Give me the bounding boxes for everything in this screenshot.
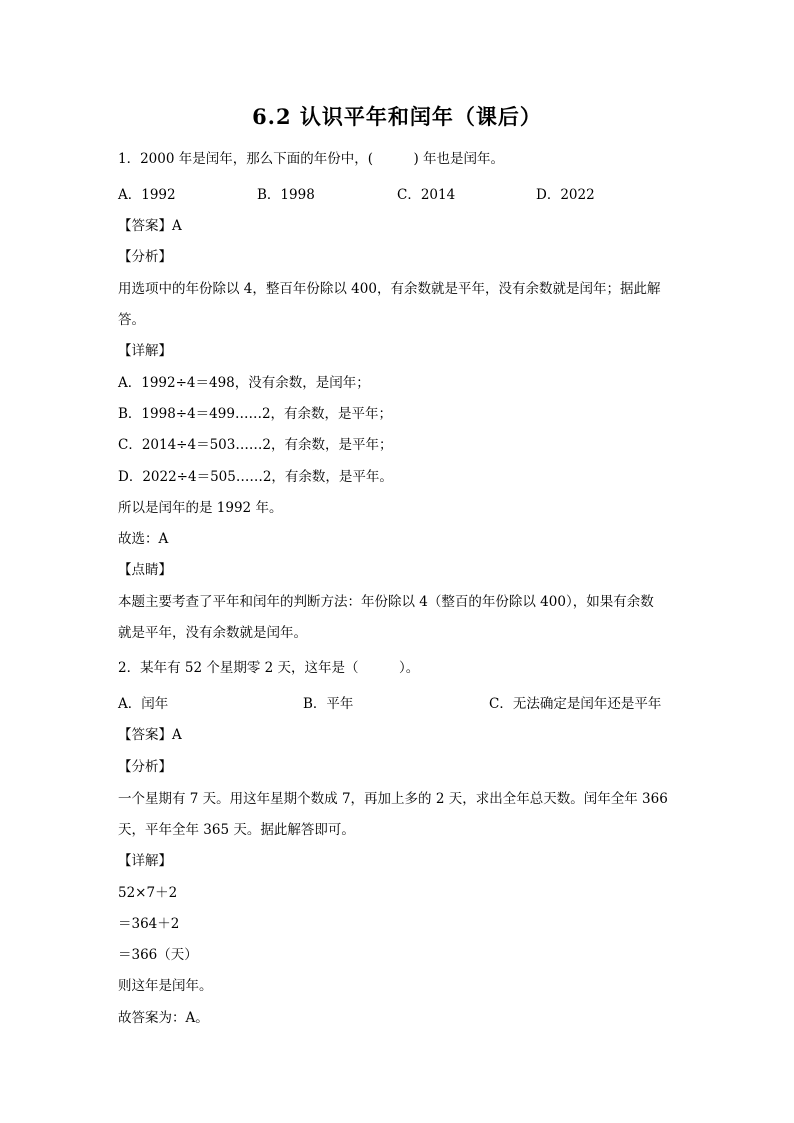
q1-analysis-line-1: 用选项中的年份除以 4，整百年份除以 400，有余数就是平年，没有余数就是闰年；据此解 [118, 281, 661, 297]
q2-question: 2．某年有 52 个星期零 2 天，这年是（ ）。 [118, 660, 420, 676]
q1-choice: 故选：A [118, 531, 169, 547]
q2-option-a: A．闰年 [118, 696, 169, 712]
q1-detail-d: D．2022÷4＝505……2，有余数，是平年。 [118, 469, 393, 485]
q2-option-b: B．平年 [303, 696, 354, 712]
q1-detail-b: B．1998÷4＝499……2，有余数，是平年； [118, 406, 393, 422]
q2-option-c: C．无法确定是闰年还是平年 [489, 696, 662, 712]
q1-analysis-label: 【分析】 [118, 249, 172, 265]
q1-analysis-line-2: 答。 [118, 312, 145, 328]
q1-option-c: C．2014 [397, 187, 456, 203]
q1-question: 1．2000 年是闰年，那么下面的年份中，( ) 年也是闰年。 [118, 151, 505, 167]
q1-option-b: B．1998 [257, 187, 315, 203]
q2-detail-label: 【详解】 [118, 853, 172, 869]
q1-detail-c: C．2014÷4＝503……2，有余数，是平年； [118, 437, 393, 453]
q2-final-answer: 故答案为：A。 [118, 1010, 209, 1026]
q1-detail-label: 【详解】 [118, 343, 172, 359]
document-title: 6.2 认识平年和闰年（课后） [252, 104, 542, 129]
q2-conclusion: 则这年是闰年。 [118, 978, 213, 994]
q2-answer: 【答案】A [118, 727, 182, 743]
q1-answer: 【答案】A [118, 218, 182, 234]
q1-comment-label: 【点睛】 [118, 562, 172, 578]
q1-option-a: A．1992 [118, 187, 176, 203]
q1-comment-line-2: 就是平年，没有余数就是闰年。 [118, 625, 307, 641]
q2-calc-line-2: ＝364＋2 [118, 916, 180, 932]
q1-option-d: D．2022 [536, 187, 595, 203]
q2-analysis-label: 【分析】 [118, 759, 172, 775]
q2-analysis-line-2: 天，平年全年 365 天。据此解答即可。 [118, 822, 355, 838]
q1-detail-a: A．1992÷4＝498，没有余数，是闰年； [118, 375, 370, 391]
q2-calc-line-1: 52×7＋2 [118, 885, 178, 901]
q1-conclusion: 所以是闰年的是 1992 年。 [118, 500, 283, 516]
q2-calc-line-3: ＝366（天） [118, 947, 198, 963]
q1-comment-line-1: 本题主要考查了平年和闰年的判断方法：年份除以 4（整百的年份除以 400），如果有余数 [118, 594, 654, 610]
q2-analysis-line-1: 一个星期有 7 天。用这年星期个数成 7，再加上多的 2 天，求出全年总天数。闰年全年 366 [118, 791, 668, 807]
